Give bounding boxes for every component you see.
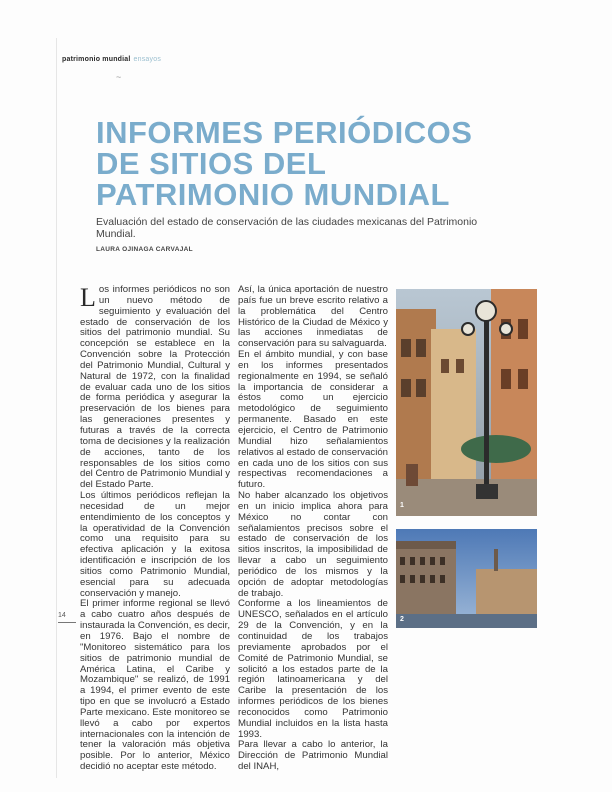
paragraph: No haber alcanzado los objetivos en un inicio implica ahora para México no contar con señalamientos precisos sobre el estado de conservación de los sitios inscritos, la imposibilidad de llevar a cabo un seguimiento periódico de los mismos y la opción de adoptar metodologías de trabajo.	[238, 490, 388, 599]
article-author: LAURA OJINAGA CARVAJAL	[96, 246, 193, 253]
paragraph: Conforme a los lineamientos de UNESCO, señalados en el artículo 29 de la Convención, y en la continuidad de los trabajos previamente aprobados por el Comité de Patrimonio Mundial, se solicitó a los estados parte de la región latinoamericana y del Caribe la presentación de los informes periódicos de los bienes reconocidos como Patrimonio Mundial incluidos en la lista hasta 1993.	[238, 598, 388, 740]
paragraph: Los últimos periódicos reflejan la necesidad de un mejor entendimiento de los conceptos y la operatividad de la Convención como una requisito para su efectiva aplicación y la exitosa identificación e inscripción de los sitios como Patrimonio Mundial, esencial para su adecuada conservación y manejo.	[80, 490, 230, 599]
paragraph: Los informes periódicos no son un nuevo método de seguimiento y evaluación del estado de conservación de los sitios del patrimonio mundial. Su concepción se establece en la Convención sobre la Protección del Patrimonio Mundial, Cultural y Natural de 1972, con la finalidad de evaluar cada uno de los sitios de forma periódica y asegurar la preservación de los bienes para las generaciones presentes y futuras a través de la correcta toma de decisiones y la realización de acciones, tanto de los responsables de los sitios como del Centro de Patrimonio Mundial y del Estado Parte.	[80, 283, 230, 491]
running-header	[62, 56, 161, 63]
paragraph: Para llevar a cabo lo anterior, la Dirección de Patrimonio Mundial del INAH,	[238, 739, 388, 773]
paragraph: El primer informe regional se llevó a cabo cuatro años después de instaurada la Convención, es decir, en 1976. Bajo el nombre de "Monitoreo sistemático para los sitios de patrimonio mundial de América Latina, el Caribe y Mozambique" se realizó, de 1991 a 1994, el primer evento de este tipo en que se involucró a Estado Parte mexicano. Este monitoreo se llevó a cabo por expertos internacionales con la intención de tener la valoración más objetiva posible. Por lo anterior, México decidió no aceptar este método.	[80, 598, 230, 773]
ornament-mark: ~	[116, 72, 122, 82]
section-label: patrimonio mundial	[62, 56, 131, 63]
drop-cap: L	[80, 283, 96, 312]
photo-historic-center	[396, 529, 537, 628]
city-photo-illustration	[396, 529, 537, 628]
paragraph: En el ámbito mundial, y con base en los informes presentados regionalmente en 1994, se señaló la importancia de considerar a éstos como un ejercicio metodológico de seguimiento permanente. Basado en este ejercicio, el Centro de Patrimonio Mundial hizo señalamientos relativos al estado de conservación en cada uno de los sitios con sus respectivas recomendaciones a futuro.	[238, 349, 388, 491]
paragraph: Así, la única aportación de nuestro país fue un breve escrito relativo a la problemática del Centro Histórico de la Ciudad de México y las acciones inmediatas de conservación para su salvaguarda.	[238, 284, 388, 350]
article-title: INFORMES PERIÓDICOS DE SITIOS DEL PATRIMONIO MUNDIAL	[96, 115, 473, 212]
margin-line	[56, 38, 57, 778]
text-column-1	[80, 285, 230, 773]
street-photo-illustration	[396, 289, 537, 516]
page-number-rule	[58, 622, 76, 623]
photo-number: 2	[400, 616, 404, 623]
text-column-2	[238, 285, 388, 773]
photo-number: 1	[400, 502, 404, 509]
article-subtitle: Evaluación del estado de conservación de las ciudades mexicanas del Patrimonio Mundial.	[96, 216, 478, 240]
subsection-label: ensayos	[133, 56, 162, 63]
photo-street-lamp	[396, 289, 537, 516]
page-number: 14	[58, 612, 66, 619]
